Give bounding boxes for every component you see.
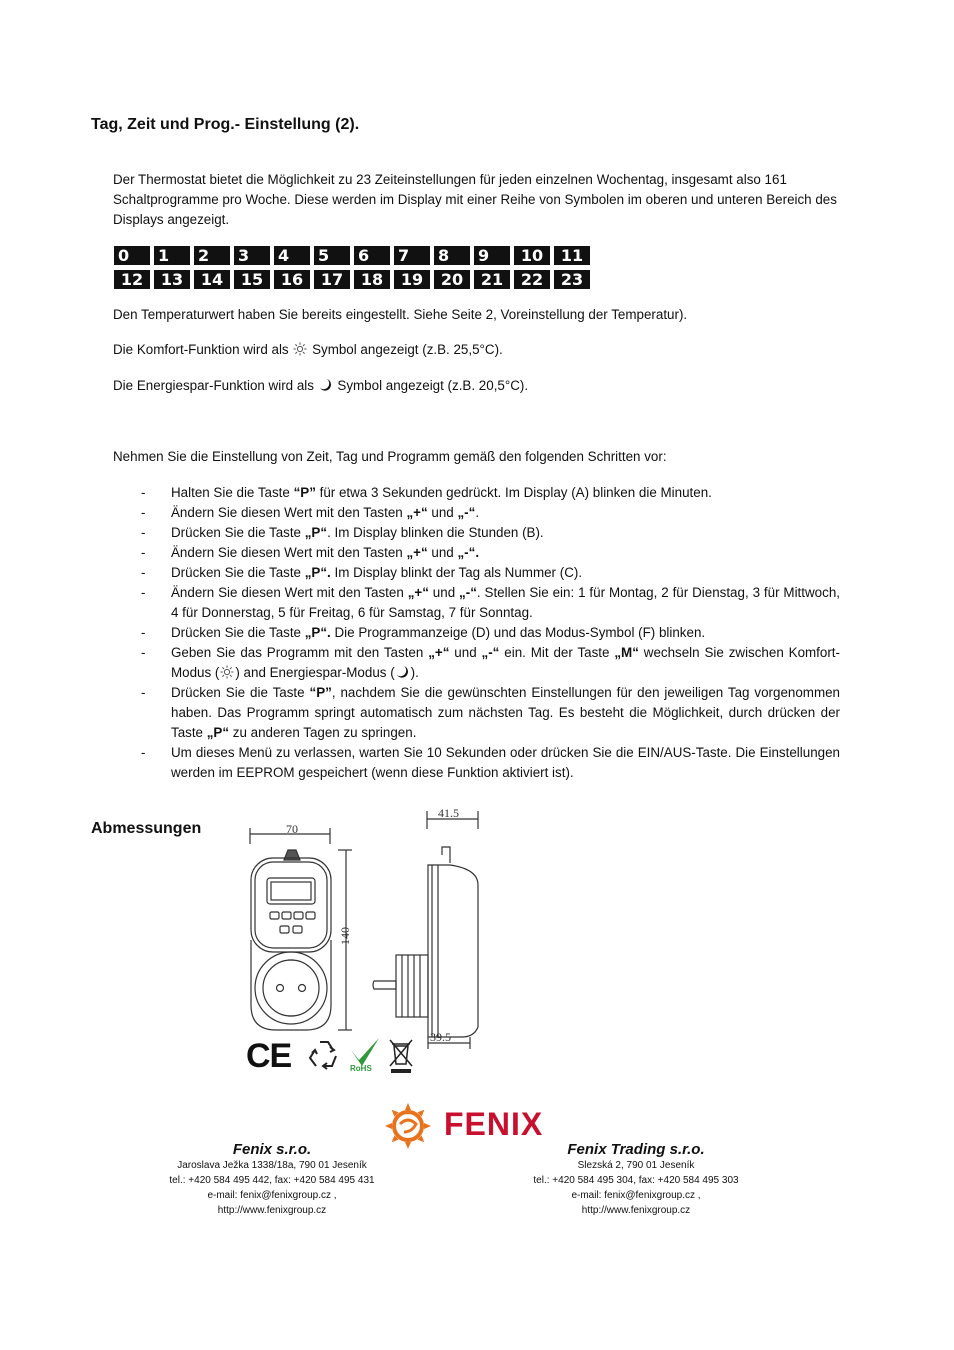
komfort-text-before: Die Komfort-Funktion wird als — [113, 342, 293, 357]
hour-box: 8 — [434, 246, 470, 265]
hour-box: 19 — [394, 270, 430, 289]
steps-intro: Nehmen Sie die Einstellung von Zeit, Tag und Programm gemäß den folgenden Schritten vor: — [113, 449, 667, 464]
certification-marks — [246, 1036, 416, 1076]
steps-list — [113, 483, 840, 783]
company-phone: tel.: +420 584 495 304, fax: +420 584 495 303 — [533, 1175, 739, 1186]
hour-box: 4 — [274, 246, 310, 265]
company-address: Jaroslava Ježka 1338/18a, 790 01 Jeseník — [177, 1160, 367, 1171]
dimension-depth-top: 41.5 — [438, 806, 459, 820]
dimension-width: 70 — [286, 822, 298, 836]
hour-box: 23 — [554, 270, 590, 289]
hour-box: 13 — [154, 270, 190, 289]
step-item: - Geben Sie das Programm mit den Tasten „+“ und „-“ ein. Mit der Taste „M“ wechseln Sie zwischen Komfort-Modus ( ) and Energiespar-Modus ( ). — [141, 645, 840, 680]
hour-box: 20 — [434, 270, 470, 289]
step-item: - Halten Sie die Taste “P” für etwa 3 Sekunden gedrückt. Im Display (A) blinken die Minuten. — [141, 485, 712, 500]
intro-paragraph: Der Thermostat bietet die Möglichkeit zu 23 Zeiteinstellungen für jeden einzelnen Wochentag, insgesamt also 161 Schaltprogramme pro Woche. Diese werden im Display mit einer Reihe von Symbolen im oberen und unteren Bereich des Displays angezeigt. — [113, 172, 837, 227]
energie-line — [113, 376, 528, 396]
hour-box: 17 — [314, 270, 350, 289]
footer-left — [152, 1141, 392, 1218]
moon-icon — [318, 378, 334, 392]
section-title: Tag, Zeit und Prog.- Einstellung (2). — [91, 116, 360, 133]
komfort-text-after: Symbol angezeigt (z.B. 25,5°C). — [308, 342, 503, 357]
step-item: - Ändern Sie diesen Wert mit den Tasten „+“ und „-“. Stellen Sie ein: 1 für Montag, 2 für Dienstag, 3 für Mittwoch, 4 für Donnerstag, 5 für Freitag, 6 für Samstag, 7 für Sonntag. — [141, 585, 840, 620]
dimension-height: 140 — [338, 927, 352, 945]
rohs-label: RoHS — [350, 1064, 372, 1073]
hour-box: 9 — [474, 246, 510, 265]
device-side-drawing — [370, 805, 482, 1050]
hour-box: 0 — [114, 246, 150, 265]
hour-box: 18 — [354, 270, 390, 289]
recycling-icon — [306, 1038, 342, 1072]
dimensions-title: Abmessungen — [91, 820, 202, 837]
company-email: e-mail: fenix@fenixgroup.cz , http://www.fenixgroup.cz — [571, 1190, 701, 1216]
company-name: Fenix s.r.o. — [232, 1141, 312, 1158]
hour-box: 11 — [554, 246, 590, 265]
komfort-line — [113, 340, 503, 360]
hour-box: 7 — [394, 246, 430, 265]
hour-box: 5 — [314, 246, 350, 265]
hour-box: 6 — [354, 246, 390, 265]
company-email: e-mail: fenix@fenixgroup.cz , http://www.fenixgroup.cz — [207, 1190, 337, 1216]
logo-text: FENIX — [444, 1106, 544, 1142]
weee-bin-icon — [388, 1038, 414, 1074]
step-item: - Drücken Sie die Taste „P“. Im Display blinken die Stunden (B). — [141, 525, 544, 540]
hour-box: 12 — [114, 270, 150, 289]
company-phone: tel.: +420 584 495 442, fax: +420 584 495 431 — [169, 1175, 375, 1186]
energie-text-before: Die Energiespar-Funktion wird als — [113, 378, 318, 393]
step-item: - Ändern Sie diesen Wert mit den Tasten „+“ und „-“. — [141, 545, 480, 560]
hour-box: 15 — [234, 270, 270, 289]
step-item: - Drücken Sie die Taste “P”, nachdem Sie die gewünschten Einstellungen für den jeweiligen Tag vorgenommen haben. Das Programm springt automatisch zum nächsten Tag. Es besteht die Möglichkeit, durch drücken der Taste „P“ zu anderen Tagen zu springen. — [141, 685, 840, 740]
hour-box: 16 — [274, 270, 310, 289]
step-item: - Drücken Sie die Taste „P“. Im Display blinkt der Tag als Nummer (C). — [141, 565, 583, 580]
hour-box: 2 — [194, 246, 230, 265]
hour-symbols — [114, 246, 590, 289]
energie-text-after: Symbol angezeigt (z.B. 20,5°C). — [333, 378, 529, 393]
moon-icon — [395, 665, 411, 679]
hour-box: 14 — [194, 270, 230, 289]
hour-box: 3 — [234, 246, 270, 265]
step-item: - Um dieses Menü zu verlassen, warten Sie 10 Sekunden oder drücken Sie die EIN/AUS-Taste. Die Einstellungen werden im EEPROM gespeichert (wenn diese Funktion aktiviert ist). — [141, 745, 840, 780]
company-name: Fenix Trading s.r.o. — [567, 1141, 705, 1158]
hour-box: 21 — [474, 270, 510, 289]
company-address: Slezská 2, 790 01 Jeseník — [577, 1160, 695, 1171]
hour-box: 1 — [154, 246, 190, 265]
step-item: - Drücken Sie die Taste „P“. Die Programmanzeige (D) und das Modus-Symbol (F) blinken. — [141, 625, 706, 640]
step-item: - Ändern Sie diesen Wert mit den Tasten „+“ und „-“. — [141, 505, 480, 520]
dimension-depth-bottom: 39.5 — [430, 1030, 451, 1044]
sun-icon — [219, 665, 235, 679]
footer-right — [516, 1141, 756, 1218]
hour-row-bottom — [114, 270, 590, 289]
ce-mark: CE — [246, 1037, 292, 1075]
device-front-drawing — [236, 820, 360, 1038]
hour-box: 10 — [514, 246, 550, 265]
hour-box: 22 — [514, 270, 550, 289]
temperature-paragraph: Den Temperaturwert haben Sie bereits eingestellt. Siehe Seite 2, Voreinstellung der Temperatur). — [113, 307, 688, 322]
hour-row-top — [114, 246, 590, 265]
sun-icon — [292, 342, 308, 356]
